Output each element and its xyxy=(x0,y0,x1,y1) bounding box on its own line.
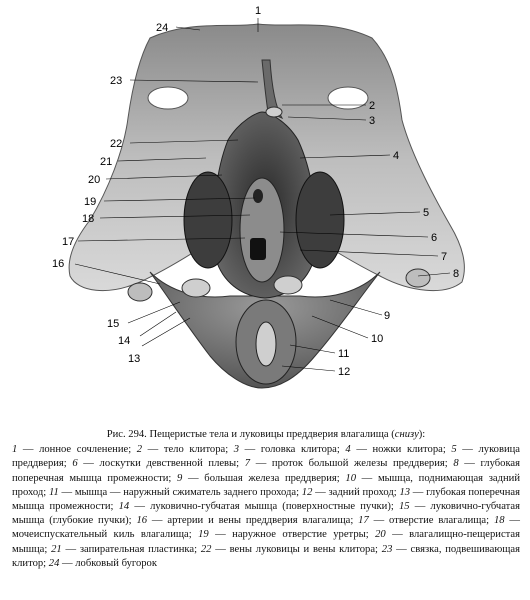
legend-number: 1 xyxy=(12,444,18,456)
callout-10: 10 xyxy=(371,333,384,345)
legend-text: — проток большой железы преддверия; xyxy=(250,458,454,470)
legend-item xyxy=(49,487,302,498)
callout-2: 2 xyxy=(369,100,376,112)
callout-8: 8 xyxy=(453,268,460,280)
legend-number: 4 xyxy=(345,444,351,456)
legend-text: — мышца, поднимающая задний проход; xyxy=(12,472,520,498)
figure-caption xyxy=(12,428,520,571)
legend-item xyxy=(302,487,400,498)
legend-item xyxy=(12,444,137,455)
legend-text: — глубокая поперечная мышца промежности; xyxy=(12,458,521,484)
legend-text: — тело клитора; xyxy=(142,444,234,456)
glans xyxy=(266,107,282,117)
obturator-foramen-right xyxy=(328,87,368,109)
legend-number: 6 xyxy=(72,458,78,470)
legend-item xyxy=(49,558,157,569)
callout-9: 9 xyxy=(384,310,391,322)
legend-number: 21 xyxy=(51,543,62,555)
legend-number: 20 xyxy=(375,529,386,541)
callout-24: 24 xyxy=(156,22,169,34)
legend-number: 10 xyxy=(345,472,356,484)
legend-number: 8 xyxy=(453,458,459,470)
callout-11: 11 xyxy=(338,348,350,360)
callout-1: 1 xyxy=(255,5,262,17)
bulb-right xyxy=(296,172,344,268)
callout-12: 12 xyxy=(338,366,351,378)
legend-item xyxy=(137,444,234,455)
legend-text: — большая железа преддверия; xyxy=(182,472,346,484)
callout-17: 17 xyxy=(62,236,75,248)
legend-text: — влагалищно-пещеристая мышца; xyxy=(12,529,520,555)
callout-15: 15 xyxy=(107,318,120,330)
legend-text: — мочеиспускательный киль влагалища; xyxy=(12,515,520,541)
legend-item xyxy=(234,444,346,455)
legend-text: — связка, подвешивающая клитор; xyxy=(12,543,520,569)
legend-text: — лонное сочленение; xyxy=(17,444,137,456)
legend-number: 12 xyxy=(301,486,313,498)
legend-item xyxy=(119,501,399,512)
legend-item xyxy=(72,458,244,469)
legend-text: — наружное отверстие уретры; xyxy=(208,529,376,541)
legend-number: 22 xyxy=(200,543,212,555)
legend-text: — задний проход; xyxy=(312,486,400,498)
legend-number: 3 xyxy=(233,444,240,456)
legend-item xyxy=(51,544,201,555)
legend-number: 23 xyxy=(381,543,393,555)
legend-text: — запирательная пластинка; xyxy=(61,543,201,555)
legend-number: 11 xyxy=(48,486,59,498)
legend-number: 9 xyxy=(177,472,183,484)
vaginal-opening xyxy=(250,238,266,260)
legend-item xyxy=(358,515,494,526)
callout-21: 21 xyxy=(100,156,113,168)
legend-text: — ножки клитора; xyxy=(350,444,452,456)
gland-left xyxy=(182,279,210,297)
legend-item xyxy=(201,544,382,555)
callout-13: 13 xyxy=(128,353,141,365)
legend-number: 24 xyxy=(48,557,60,569)
anus xyxy=(256,322,276,366)
callout-4: 4 xyxy=(393,150,400,162)
legend-text: — вены луковицы и вены клитора; xyxy=(211,543,382,555)
bulb-left xyxy=(184,172,232,268)
legend-number: 17 xyxy=(358,515,369,527)
legend-text: — лобковый бугорок xyxy=(59,557,157,569)
legend-number: 2 xyxy=(136,444,143,456)
legend-text: — лоскутки девственной плевы; xyxy=(77,458,245,470)
legend-text: — глубокая поперечная мышца промежности; xyxy=(12,486,520,513)
legend-item xyxy=(245,458,454,469)
callout-19: 19 xyxy=(84,196,97,208)
callout-22: 22 xyxy=(110,138,123,150)
legend-text: — мышца — наружный сжиматель заднего прохода; xyxy=(58,486,302,498)
ischial-knob-right xyxy=(406,269,430,287)
legend-item xyxy=(136,515,358,526)
caption-legend xyxy=(12,444,520,569)
legend-number: 7 xyxy=(244,458,251,470)
gland-right xyxy=(274,276,302,294)
obturator-foramen-left xyxy=(148,87,188,109)
callout-7: 7 xyxy=(441,251,448,263)
callout-6: 6 xyxy=(431,232,438,244)
legend-text: — головка клитора; xyxy=(239,444,346,456)
legend-number: 16 xyxy=(136,515,148,527)
callout-16: 16 xyxy=(52,258,65,270)
legend-number: 13 xyxy=(399,486,411,498)
callout-3: 3 xyxy=(369,115,376,127)
legend-number: 18 xyxy=(493,515,505,527)
legend-text: — луковично-губчатая мышца (глубокие пучки); xyxy=(12,501,520,527)
legend-number: 19 xyxy=(198,529,209,541)
legend-item xyxy=(345,444,451,455)
caption-title: Рис. 294. Пещеристые тела и луковицы преддверия влагалища (снизу): xyxy=(106,429,426,440)
legend-number: 5 xyxy=(451,444,457,456)
callout-20: 20 xyxy=(88,174,101,186)
legend-item xyxy=(198,529,375,540)
legend-item xyxy=(177,473,345,484)
legend-text: — артерии и вены преддверия влагалища; xyxy=(147,515,359,527)
legend-number: 14 xyxy=(118,501,130,513)
legend-number: 15 xyxy=(398,501,410,513)
callout-14: 14 xyxy=(118,335,131,347)
callout-5: 5 xyxy=(423,207,430,219)
legend-text: — луковица преддверия; xyxy=(12,444,521,470)
legend-text: — отверстие влагалища; xyxy=(368,515,494,527)
ischial-knob-left xyxy=(128,283,152,301)
callout-18: 18 xyxy=(82,213,95,225)
urethral-orifice xyxy=(253,189,263,203)
callout-23: 23 xyxy=(110,75,123,87)
legend-text: — луковично-губчатая мышца (поверхностные пучки); xyxy=(129,501,399,513)
